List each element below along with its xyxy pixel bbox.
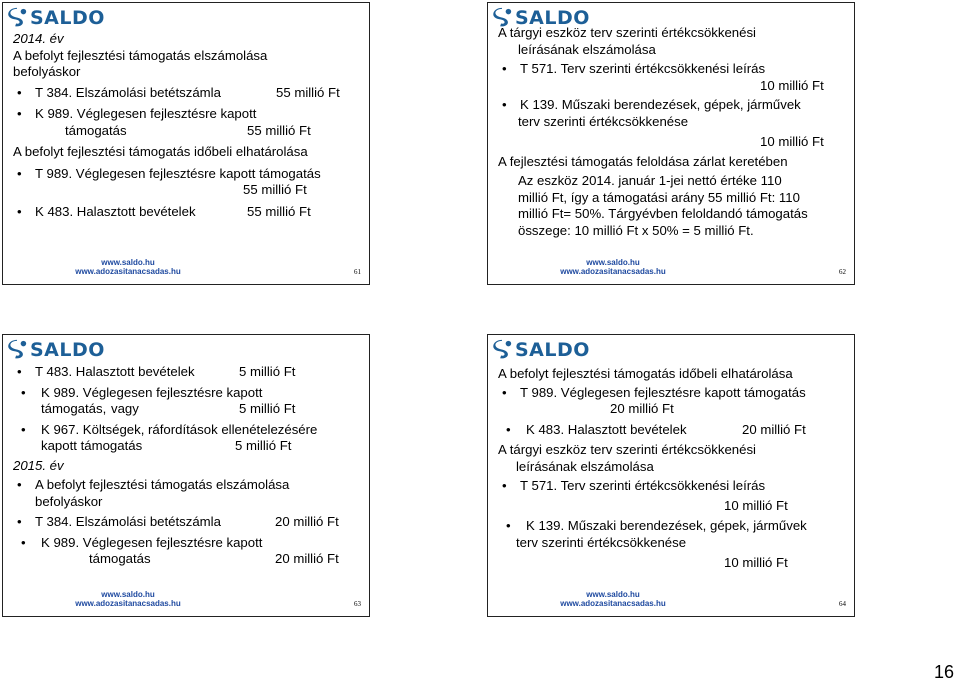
bullet-icon: • — [17, 477, 22, 492]
page-number: 16 — [933, 662, 954, 682]
slide-62 — [487, 2, 855, 285]
text-line: támogatás 55 millió Ft — [65, 122, 311, 138]
bullet-item: • T 483. Halasztott bevételek 5 millió Ft — [13, 364, 359, 381]
footer-link[interactable]: www.saldo.hu — [586, 258, 640, 267]
bullet-item: • A befolyt fejlesztési támogatás elszámolása — [13, 477, 359, 494]
text-line: 10 millió Ft — [724, 555, 788, 570]
slide-number: 62 — [839, 268, 846, 276]
slide-footer — [488, 258, 738, 276]
text-line: 2014. év — [13, 31, 64, 46]
bullet-item: • K 139. Műszaki berendezések, gépek, járművek — [498, 518, 844, 535]
bullet-icon: • — [17, 84, 22, 100]
text-line: millió Ft= 50%. Tárgyévben feloldandó támogatás — [518, 206, 808, 221]
bullet-item: • K 139. Műszaki berendezések, gépek, járművek — [498, 97, 844, 114]
text-line: Az eszköz 2014. január 1-jei nettó értéke 110 — [518, 173, 782, 188]
bullet-item: • K 483. Halasztott bevételek 55 millió Ft — [13, 204, 359, 221]
bullet-icon: • — [17, 165, 22, 181]
bullet-item: • T 384. Elszámolási betétszámla 20 millió Ft — [13, 514, 359, 531]
slide-number: 61 — [354, 268, 361, 276]
text-line: leírásának elszámolása — [518, 41, 656, 57]
slide-footer — [3, 258, 253, 276]
text-line: befolyáskor — [13, 64, 81, 79]
slide-body — [498, 25, 844, 239]
bullet-icon: • — [502, 61, 507, 76]
bullet-item: • T 384. Elszámolási betétszámla 55 millió Ft — [13, 85, 359, 102]
logo-text: SALDO — [30, 7, 105, 29]
text-line: A fejlesztési támogatás feloldása zárlat keretében — [498, 153, 788, 169]
text-line: 2015. év — [13, 457, 64, 473]
saldo-logo-icon — [491, 339, 513, 361]
footer-link[interactable]: www.saldo.hu — [101, 258, 155, 267]
text-line: A befolyt fejlesztési támogatás időbeli elhatárolása — [13, 144, 308, 159]
slide-number: 63 — [354, 600, 361, 608]
bullet-icon: • — [502, 478, 507, 493]
bullet-icon: • — [17, 514, 22, 529]
slide-number: 64 — [839, 600, 846, 608]
bullet-item: • T 989. Véglegesen fejlesztésre kapott támogatás — [13, 166, 359, 183]
bullet-icon: • — [506, 518, 511, 533]
text-line: összege: 10 millió Ft x 50% = 5 millió Ft. — [518, 222, 754, 238]
slide-body — [13, 31, 359, 220]
bullet-item: • T 989. Véglegesen fejlesztésre kapott támogatás — [498, 385, 844, 402]
bullet-icon: • — [502, 97, 507, 112]
bullet-icon: • — [502, 384, 507, 400]
bullet-item: • K 989. Véglegesen fejlesztésre kapott — [13, 385, 359, 402]
bullet-icon: • — [21, 421, 26, 437]
slide-footer — [488, 590, 738, 608]
text-line: támogatás 20 millió Ft — [89, 551, 339, 566]
bullet-item: • K 483. Halasztott bevételek 20 millió Ft — [498, 422, 844, 439]
footer-link[interactable]: www.saldo.hu — [586, 590, 640, 599]
text-line: 20 millió Ft — [610, 401, 674, 416]
text-line: leírásának elszámolása — [516, 458, 654, 474]
bullet-icon: • — [506, 421, 511, 437]
bullet-icon: • — [21, 384, 26, 400]
text-line: befolyáskor — [35, 493, 103, 509]
text-line: A befolyt fejlesztési támogatás időbeli elhatárolása — [498, 366, 793, 381]
text-line: 10 millió Ft — [760, 134, 824, 149]
text-line: terv szerinti értékcsökkenése — [518, 113, 689, 129]
bullet-icon: • — [17, 364, 22, 379]
text-line: támogatás, vagy 5 millió Ft — [41, 401, 296, 416]
saldo-logo — [6, 338, 105, 362]
bullet-icon: • — [21, 534, 26, 550]
bullet-item: • T 571. Terv szerinti értékcsökkenési leírás — [498, 61, 844, 78]
text-line: kapott támogatás 5 millió Ft — [41, 438, 292, 453]
text-line: 55 millió Ft — [243, 182, 307, 197]
saldo-logo — [491, 338, 590, 362]
slide-61 — [2, 2, 370, 285]
text-line: millió Ft, így a támogatási arány 55 millió Ft: 110 — [518, 189, 800, 205]
logo-text: SALDO — [515, 7, 590, 29]
logo-text: SALDO — [515, 339, 590, 361]
bullet-item: • T 571. Terv szerinti értékcsökkenési leírás — [498, 478, 844, 495]
footer-link[interactable]: www.adozasitanacsadas.hu — [75, 599, 181, 608]
slide-body — [498, 366, 844, 572]
footer-link[interactable]: www.saldo.hu — [101, 590, 155, 599]
bullet-icon: • — [17, 106, 22, 121]
text-line: terv szerinti értékcsökkenése — [516, 534, 687, 550]
text-line: A tárgyi eszköz terv szerinti értékcsökkenési — [498, 442, 756, 457]
text-line: A tárgyi eszköz terv szerinti értékcsökkenési — [498, 25, 756, 40]
slide-body — [13, 364, 359, 568]
saldo-logo-icon — [6, 339, 28, 361]
text-line: A befolyt fejlesztési támogatás elszámolása — [13, 47, 268, 63]
footer-link[interactable]: www.adozasitanacsadas.hu — [560, 599, 666, 608]
logo-text: SALDO — [30, 339, 105, 361]
bullet-item: • K 989. Véglegesen fejlesztésre kapott — [13, 106, 359, 123]
bullet-item: • K 989. Véglegesen fejlesztésre kapott — [13, 535, 359, 552]
saldo-logo — [6, 6, 105, 30]
slide-63 — [2, 334, 370, 617]
bullet-item: • K 967. Költségek, ráfordítások ellenételezésére — [13, 422, 359, 439]
slide-footer — [3, 590, 253, 608]
footer-link[interactable]: www.adozasitanacsadas.hu — [560, 267, 666, 276]
footer-link[interactable]: www.adozasitanacsadas.hu — [75, 267, 181, 276]
bullet-icon: • — [17, 203, 22, 219]
text-line: 10 millió Ft — [724, 497, 788, 513]
slide-64 — [487, 334, 855, 617]
text-line: 10 millió Ft — [760, 77, 824, 93]
saldo-logo-icon — [6, 7, 28, 29]
